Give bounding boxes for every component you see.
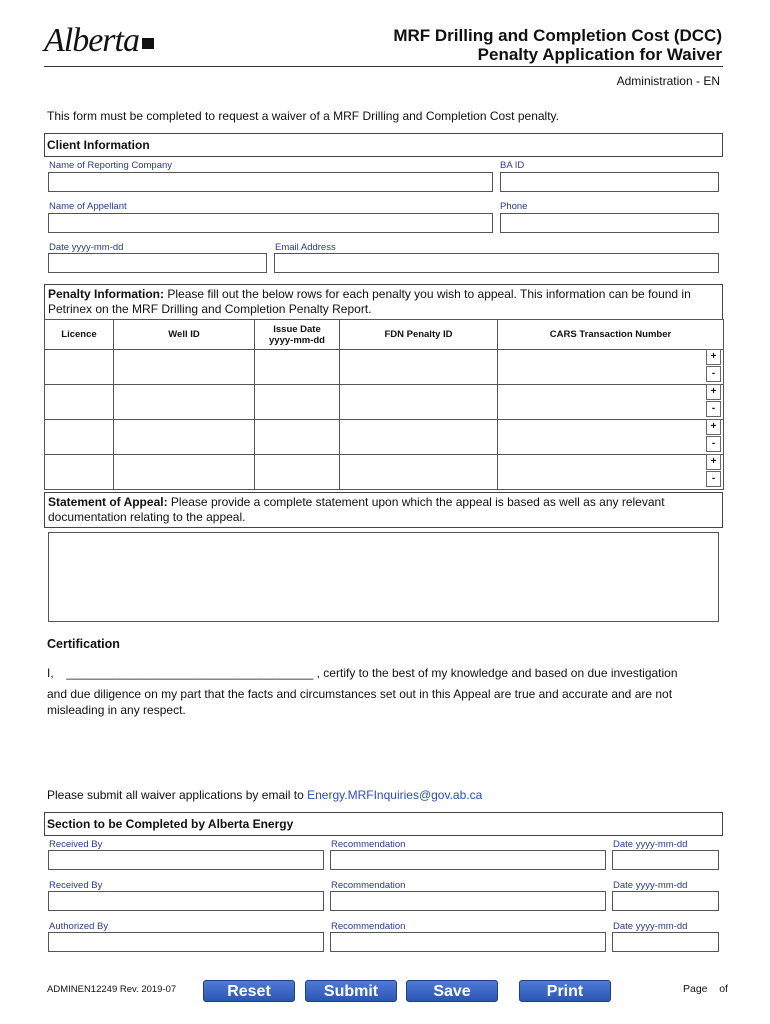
col-cars-transaction: CARS Transaction Number	[498, 320, 724, 350]
page-number: Page of	[683, 983, 728, 995]
statement-heading-bold: Statement of Appeal:	[48, 495, 168, 509]
remove-row-button[interactable]: -	[706, 436, 721, 452]
cert-prefix: I,	[47, 666, 54, 680]
table-row	[45, 350, 724, 385]
penalty-info-heading	[45, 285, 722, 319]
date-label: Date yyyy-mm-dd	[49, 242, 124, 253]
ae-section-header	[44, 812, 723, 836]
email-label: Email Address	[275, 242, 336, 253]
recommendation-label: Recommendation	[331, 921, 406, 932]
statement-header	[44, 492, 723, 528]
form-id: ADMINEN12249 Rev. 2019-07	[47, 984, 177, 995]
admin-label: Administration - EN	[616, 74, 720, 88]
issue-date-cell[interactable]	[255, 420, 340, 455]
issue-date-cell[interactable]	[255, 455, 340, 490]
save-button[interactable]: Save	[406, 980, 498, 1002]
remove-row-button[interactable]: -	[706, 401, 721, 417]
penalty-table-header	[45, 320, 724, 350]
certification-line1	[47, 665, 678, 681]
remove-row-button[interactable]: -	[706, 471, 721, 487]
reset-button[interactable]: Reset	[203, 980, 295, 1002]
fdn-penalty-cell[interactable]	[340, 385, 498, 420]
well-id-cell[interactable]	[114, 455, 255, 490]
recommendation-input[interactable]	[330, 891, 606, 911]
table-row	[45, 420, 724, 455]
received-by-label: Received By	[49, 839, 103, 850]
date-input[interactable]	[612, 932, 719, 952]
cars-cell[interactable]	[498, 350, 724, 385]
statement-heading	[45, 493, 722, 527]
certification-line2: and due diligence on my part that the facts and circumstances set out in this Appeal are true and accurate and are not misleading in any respect.	[47, 687, 673, 717]
client-info-header	[44, 133, 723, 157]
table-row	[45, 455, 724, 490]
penalty-info-header	[44, 284, 723, 320]
add-row-button[interactable]: +	[706, 419, 721, 435]
table-row	[45, 385, 724, 420]
client-info-heading: Client Information	[47, 138, 150, 152]
fdn-penalty-cell[interactable]	[340, 420, 498, 455]
submit-button[interactable]: Submit	[305, 980, 397, 1002]
add-row-button[interactable]: +	[706, 384, 721, 400]
col-issue-date	[255, 320, 340, 350]
licence-cell[interactable]	[45, 350, 114, 385]
cars-cell[interactable]	[498, 455, 724, 490]
recommendation-input[interactable]	[330, 932, 606, 952]
phone-input[interactable]	[500, 213, 719, 233]
cert-suffix: , certify to the best of my knowledge and based on due investigation	[316, 666, 678, 680]
received-by-input[interactable]	[48, 850, 324, 870]
statement-textarea[interactable]	[48, 532, 719, 622]
submit-note	[47, 787, 482, 803]
authorized-by-label: Authorized By	[49, 921, 109, 932]
received-by-input[interactable]	[48, 891, 324, 911]
well-id-cell[interactable]	[114, 385, 255, 420]
licence-cell[interactable]	[45, 385, 114, 420]
col-well-id: Well ID	[114, 320, 255, 350]
issue-date-cell[interactable]	[255, 385, 340, 420]
date-label: Date yyyy-mm-dd	[613, 839, 688, 850]
form-title	[393, 26, 722, 64]
col-licence: Licence	[45, 320, 114, 350]
penalty-heading-text: Please fill out the below rows for each penalty you wish to appeal. This information can be found in Petrinex on the MRF Drilling and Completion Penalty Report.	[48, 287, 691, 316]
certification-heading: Certification	[47, 637, 120, 651]
well-id-cell[interactable]	[114, 350, 255, 385]
authorized-by-input[interactable]	[48, 932, 324, 952]
date-label: Date yyyy-mm-dd	[613, 921, 688, 932]
logo-text: Alberta	[44, 22, 139, 59]
email-input[interactable]	[274, 253, 719, 273]
title-line1: MRF Drilling and Completion Cost (DCC)	[393, 26, 722, 45]
recommendation-input[interactable]	[330, 850, 606, 870]
cars-cell[interactable]	[498, 420, 724, 455]
col-fdn-penalty-id: FDN Penalty ID	[340, 320, 498, 350]
appellant-input[interactable]	[48, 213, 493, 233]
submit-note-text: Please submit all waiver applications by email to	[47, 788, 308, 802]
fdn-penalty-cell[interactable]	[340, 455, 498, 490]
ba-id-label: BA ID	[500, 160, 525, 171]
title-line2: Penalty Application for Waiver	[477, 45, 722, 64]
cert-name-blank[interactable]: _____________________________________	[66, 666, 314, 680]
date-label: Date yyyy-mm-dd	[613, 880, 688, 891]
date-input[interactable]	[612, 891, 719, 911]
issue-date-cell[interactable]	[255, 350, 340, 385]
penalty-table	[44, 319, 724, 490]
licence-cell[interactable]	[45, 455, 114, 490]
logo-mark-icon	[142, 38, 154, 49]
penalty-heading-bold: Penalty Information:	[48, 287, 165, 301]
header-divider	[44, 66, 723, 67]
date-input[interactable]	[48, 253, 267, 273]
col-issue-date-text: Issue Date yyyy-mm-dd	[269, 323, 325, 346]
intro-text: This form must be completed to request a waiver of a MRF Drilling and Completion Cost penalty.	[47, 109, 559, 123]
cars-cell[interactable]	[498, 385, 724, 420]
recommendation-label: Recommendation	[331, 839, 406, 850]
print-button[interactable]: Print	[519, 980, 611, 1002]
ae-section-heading: Section to be Completed by Alberta Energy	[47, 817, 294, 831]
ba-id-input[interactable]	[500, 172, 719, 192]
fdn-penalty-cell[interactable]	[340, 350, 498, 385]
date-input[interactable]	[612, 850, 719, 870]
appellant-label: Name of Appellant	[49, 201, 127, 212]
alberta-logo	[44, 22, 154, 60]
add-row-button[interactable]: +	[706, 349, 721, 365]
add-row-button[interactable]: +	[706, 454, 721, 470]
received-by-label: Received By	[49, 880, 103, 891]
reporting-company-label: Name of Reporting Company	[49, 160, 173, 171]
phone-label: Phone	[500, 201, 528, 212]
well-id-cell[interactable]	[114, 420, 255, 455]
remove-row-button[interactable]: -	[706, 366, 721, 382]
reporting-company-input[interactable]	[48, 172, 493, 192]
recommendation-label: Recommendation	[331, 880, 406, 891]
statement-heading-text: Please provide a complete statement upon which the appeal is based as well as any relevant documentation relating to the appeal.	[48, 495, 665, 524]
email-link[interactable]: Energy.MRFInquiries@gov.ab.ca	[307, 788, 483, 802]
licence-cell[interactable]	[45, 420, 114, 455]
